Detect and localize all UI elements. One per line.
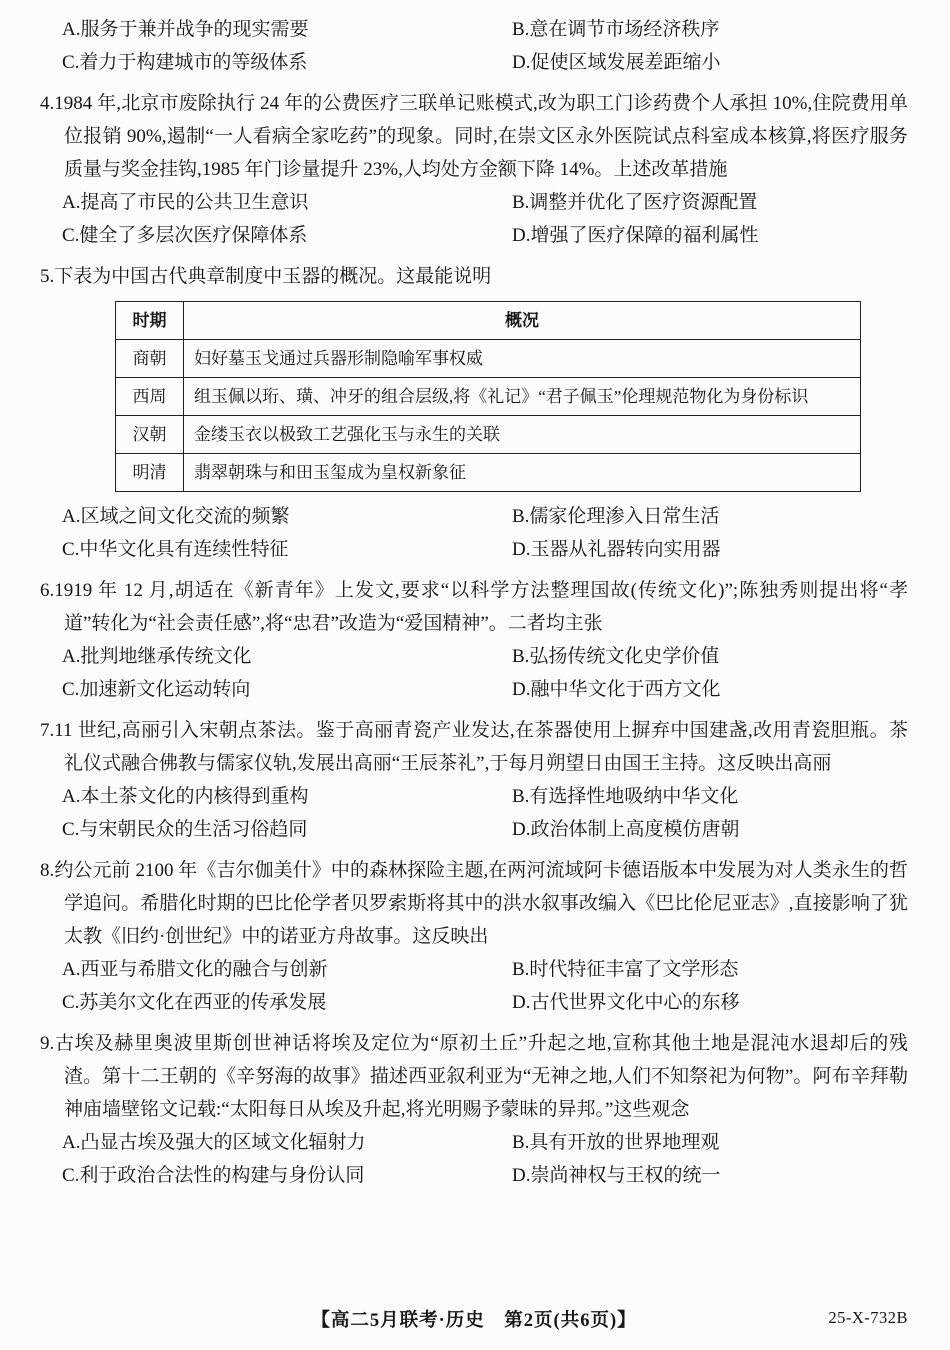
- question-6: [40, 574, 908, 706]
- question-3-options: [62, 13, 908, 79]
- option-b: B.时代特征丰富了文学形态: [512, 959, 739, 980]
- option-b: B.意在调节市场经济秩序: [512, 19, 720, 40]
- table-row: [116, 378, 861, 416]
- overview-cell: 组玉佩以珩、璜、冲牙的组合层级,将《礼记》“君子佩玉”伦理规范物化为身份标识: [184, 378, 861, 416]
- option-c: C.着力于构建城市的等级体系: [62, 52, 308, 73]
- option-a: A.本土茶文化的内核得到重构: [62, 786, 309, 807]
- question-8: [40, 854, 908, 1019]
- period-cell: 明清: [116, 454, 184, 492]
- question-9-stem: 9.古埃及赫里奥波里斯创世神话将埃及定位为“原初土丘”升起之地,宣称其他土地是混沌水退却后的残渣。第十二王朝的《辛努海的故事》描述西亚叙利亚为“无神之地,人们不知祭祀为何物”。阿布辛拜勒神庙墙壁铭文记载:“太阳每日从埃及升起,将光明赐予蒙昧的异邦。”这些观念: [40, 1033, 908, 1120]
- option-b: B.弘扬传统文化史学价值: [512, 646, 720, 667]
- option-b: B.儒家伦理渗入日常生活: [512, 506, 720, 527]
- period-cell: 西周: [116, 378, 184, 416]
- option-a: A.服务于兼并战争的现实需要: [62, 19, 309, 40]
- overview-cell: 妇好墓玉戈通过兵器形制隐喻军事权威: [184, 340, 861, 378]
- option-d: D.增强了医疗保障的福利属性: [512, 225, 759, 246]
- question-5: [40, 260, 908, 566]
- question-8-stem: 8.约公元前 2100 年《吉尔伽美什》中的森林探险主题,在两河流域阿卡德语版本中发展为对人类永生的哲学追问。希腊化时期的巴比伦学者贝罗索斯将其中的洪水叙事改编入《巴比伦尼亚志》,直接影响了犹太教《旧约·创世纪》中的诺亚方舟故事。这反映出: [40, 860, 908, 947]
- option-a: A.批判地继承传统文化: [62, 646, 252, 667]
- option-c: C.利于政治合法性的构建与身份认同: [62, 1165, 365, 1186]
- period-cell: 汉朝: [116, 416, 184, 454]
- option-b: B.有选择性地吸纳中华文化: [512, 786, 739, 807]
- question-7-options: [62, 780, 908, 846]
- option-b: B.调整并优化了医疗资源配置: [512, 192, 758, 213]
- question-9: [40, 1027, 908, 1192]
- option-c: C.加速新文化运动转向: [62, 679, 251, 700]
- footer-exam-title-and-page: 【高二5月联考·历史 第2页(共6页)】: [311, 1311, 637, 1331]
- question-5-options: [62, 500, 908, 566]
- overview-cell: 翡翠朝珠与和田玉玺成为皇权新象征: [184, 454, 861, 492]
- question-9-options: [62, 1126, 908, 1192]
- option-b: B.具有开放的世界地理观: [512, 1132, 720, 1153]
- table-row: [116, 340, 861, 378]
- question-6-options: [62, 640, 908, 706]
- option-d: D.促使区域发展差距缩小: [512, 52, 721, 73]
- table-row: [116, 454, 861, 492]
- period-cell: 商朝: [116, 340, 184, 378]
- option-a: A.凸显古埃及强大的区域文化辐射力: [62, 1132, 366, 1153]
- page-footer: [40, 1306, 908, 1332]
- overview-cell: 金缕玉衣以极致工艺强化玉与永生的关联: [184, 416, 861, 454]
- question-5-stem: 5.下表为中国古代典章制度中玉器的概况。这最能说明: [40, 266, 492, 287]
- question-4-options: [62, 186, 908, 252]
- option-a: A.西亚与希腊文化的融合与创新: [62, 959, 328, 980]
- table-header-row: [116, 302, 861, 340]
- jade-artifacts-table: [115, 301, 861, 492]
- option-c: C.与宋朝民众的生活习俗趋同: [62, 819, 308, 840]
- option-d: D.崇尚神权与王权的统一: [512, 1165, 721, 1186]
- option-d: D.融中华文化于西方文化: [512, 679, 721, 700]
- table-row: [116, 416, 861, 454]
- option-a: A.区域之间文化交流的频繁: [62, 506, 290, 527]
- option-c: C.中华文化具有连续性特征: [62, 539, 289, 560]
- question-7: [40, 714, 908, 846]
- footer-paper-code: 25-X-732B: [828, 1308, 908, 1327]
- option-a: A.提高了市民的公共卫生意识: [62, 192, 309, 213]
- option-d: D.古代世界文化中心的东移: [512, 992, 740, 1013]
- question-4-stem: 4.1984 年,北京市废除执行 24 年的公费医疗三联单记账模式,改为职工门诊药费个人承担 10%,住院费用单位报销 90%,遏制“一人看病全家吃药”的现象。同时,在崇文区永外医院试点科室成本核算,将医疗服务质量与奖金挂钩,1985 年门诊量提升 23%,人均处方金额下降 14%。上述改革措施: [40, 93, 908, 180]
- question-8-options: [62, 953, 908, 1019]
- option-c: C.苏美尔文化在西亚的传承发展: [62, 992, 327, 1013]
- option-d: D.政治体制上高度模仿唐朝: [512, 819, 740, 840]
- column-header-period: 时期: [116, 302, 184, 340]
- question-7-stem: 7.11 世纪,高丽引入宋朝点茶法。鉴于高丽青瓷产业发达,在茶器使用上摒弃中国建盏,改用青瓷胆瓶。茶礼仪式融合佛教与儒家仪轨,发展出高丽“王辰茶礼”,于每月朔望日由国王主持。这反映出高丽: [40, 720, 908, 774]
- question-4: [40, 87, 908, 252]
- option-d: D.玉器从礼器转向实用器: [512, 539, 721, 560]
- question-6-stem: 6.1919 年 12 月,胡适在《新青年》上发文,要求“以科学方法整理国故(传统文化)”;陈独秀则提出将“孝道”转化为“社会责任感”,将“忠君”改造为“爱国精神”。二者均主张: [40, 580, 908, 634]
- option-c: C.健全了多层次医疗保障体系: [62, 225, 308, 246]
- column-header-overview: 概况: [184, 302, 861, 340]
